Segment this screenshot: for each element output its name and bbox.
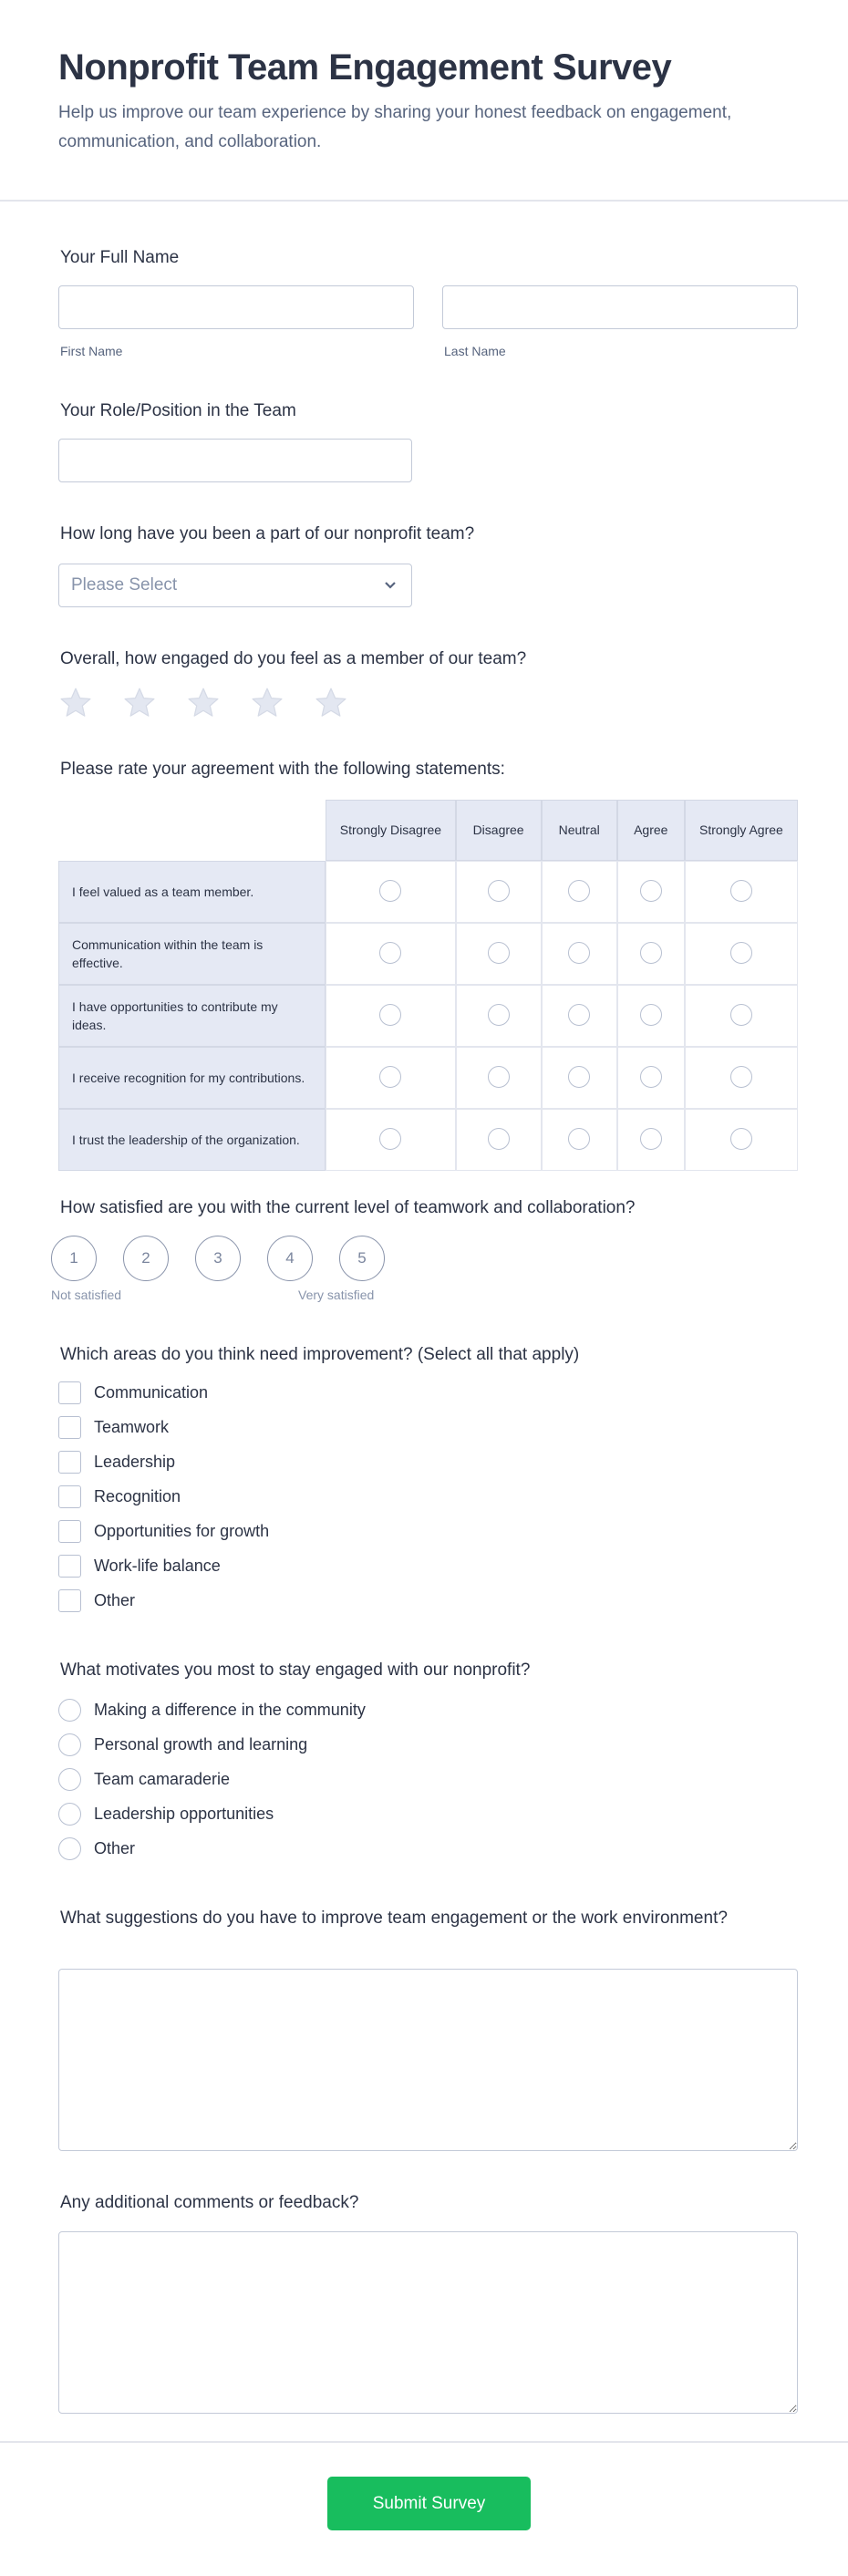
option-label: Making a difference in the community [94, 1701, 366, 1719]
radio-button[interactable] [58, 1699, 81, 1722]
improvement-option[interactable] [58, 1589, 135, 1612]
improvement-option[interactable] [58, 1485, 181, 1508]
improvement-option[interactable] [58, 1555, 221, 1578]
matrix-cell[interactable] [326, 923, 455, 985]
page-subtitle: Help us improve our team experience by sharing your honest feedback on engagement, communication, and collaboration. [58, 103, 732, 151]
matrix-corner [58, 800, 326, 861]
radio-button[interactable] [58, 1803, 81, 1826]
matrix-cell[interactable] [326, 1047, 455, 1109]
matrix-cell[interactable] [685, 985, 798, 1047]
matrix-cell[interactable] [685, 861, 798, 923]
radio-button[interactable] [568, 942, 590, 964]
radio-button[interactable] [640, 1004, 662, 1026]
duration-selected-value: Please Select [71, 575, 178, 595]
matrix-column-header: Strongly Agree [685, 800, 798, 861]
matrix-column-header: Neutral [542, 800, 617, 861]
satisfaction-scale [51, 1236, 385, 1281]
matrix-column-header: Strongly Disagree [326, 800, 455, 861]
star-icon[interactable] [58, 686, 93, 720]
radio-button[interactable] [730, 1066, 752, 1088]
radio-button[interactable] [488, 1128, 510, 1150]
radio-button[interactable] [640, 1128, 662, 1150]
radio-button[interactable] [488, 942, 510, 964]
matrix-column-header: Disagree [456, 800, 542, 861]
duration-label: How long have you been a part of our nonprofit team? [60, 524, 475, 543]
scale-option-1[interactable]: 1 [51, 1236, 97, 1281]
matrix-label: Please rate your agreement with the following statements: [60, 760, 505, 779]
matrix-row-label: I trust the leadership of the organization. [58, 1109, 326, 1171]
radio-button[interactable] [730, 1004, 752, 1026]
matrix-cell[interactable] [456, 923, 542, 985]
option-label: Work-life balance [94, 1557, 221, 1575]
matrix-row-label: I receive recognition for my contributions. [58, 1047, 326, 1109]
option-label: Other [94, 1591, 136, 1609]
option-label: Other [94, 1839, 136, 1857]
checkbox[interactable] [58, 1381, 81, 1404]
matrix-cell[interactable] [542, 985, 617, 1047]
option-label: Team camaraderie [94, 1770, 231, 1788]
suggestions-textarea[interactable] [58, 1969, 798, 2151]
matrix-cell[interactable] [542, 1109, 617, 1171]
radio-button[interactable] [379, 942, 401, 964]
matrix-row [58, 1047, 798, 1109]
matrix-cell[interactable] [685, 1109, 798, 1171]
checkbox[interactable] [58, 1555, 81, 1578]
matrix-cell[interactable] [456, 985, 542, 1047]
suggestions-label: What suggestions do you have to improve team engagement or the work environment? [60, 1909, 728, 1928]
scale-option-2[interactable]: 2 [123, 1236, 169, 1281]
agreement-matrix [58, 800, 798, 1171]
matrix-cell[interactable] [617, 1047, 685, 1109]
matrix-cell[interactable] [617, 861, 685, 923]
motivation-option[interactable] [58, 1733, 307, 1756]
improvement-option[interactable] [58, 1381, 208, 1404]
matrix-cell[interactable] [617, 923, 685, 985]
star-icon[interactable] [250, 686, 284, 720]
footer-divider [0, 2441, 848, 2443]
radio-button[interactable] [730, 942, 752, 964]
submit-button[interactable]: Submit Survey [327, 2477, 531, 2530]
first-name-sublabel: First Name [60, 344, 123, 358]
star-icon[interactable] [314, 686, 348, 720]
scale-option-4[interactable]: 4 [267, 1236, 313, 1281]
motivation-option[interactable] [58, 1837, 135, 1860]
matrix-cell[interactable] [542, 1047, 617, 1109]
radio-button[interactable] [488, 1004, 510, 1026]
radio-button[interactable] [488, 880, 510, 902]
matrix-cell[interactable] [685, 1047, 798, 1109]
option-label: Recognition [94, 1487, 181, 1505]
matrix-row-label: I have opportunities to contribute my ideas. [58, 985, 326, 1047]
star-icon[interactable] [122, 686, 157, 720]
radio-button[interactable] [730, 1128, 752, 1150]
radio-button[interactable] [488, 1066, 510, 1088]
motivation-label: What motivates you most to stay engaged with our nonprofit? [60, 1660, 531, 1680]
motivation-option[interactable] [58, 1768, 230, 1791]
chevron-down-icon [384, 581, 397, 590]
checkbox[interactable] [58, 1416, 81, 1439]
matrix-cell[interactable] [685, 923, 798, 985]
scale-low-label: Not satisfied [51, 1288, 122, 1302]
matrix-column-header: Agree [617, 800, 685, 861]
scale-high-label: Very satisfied [298, 1288, 375, 1302]
matrix-cell[interactable] [456, 861, 542, 923]
star-icon[interactable] [186, 686, 221, 720]
matrix-row [58, 923, 798, 985]
role-input[interactable] [58, 439, 412, 482]
matrix-row [58, 985, 798, 1047]
radio-button[interactable] [379, 1004, 401, 1026]
radio-button[interactable] [640, 880, 662, 902]
header-divider [0, 200, 848, 202]
matrix-cell[interactable] [326, 861, 455, 923]
radio-button[interactable] [58, 1733, 81, 1756]
radio-button[interactable] [568, 1128, 590, 1150]
radio-button[interactable] [730, 880, 752, 902]
motivation-option[interactable] [58, 1699, 366, 1722]
checkbox[interactable] [58, 1451, 81, 1474]
engagement-label: Overall, how engaged do you feel as a member of our team? [60, 649, 527, 668]
improvement-option[interactable] [58, 1520, 269, 1543]
matrix-cell[interactable] [326, 985, 455, 1047]
page-title: Nonprofit Team Engagement Survey [58, 47, 672, 88]
duration-select[interactable] [58, 564, 412, 607]
improvement-option[interactable] [58, 1416, 169, 1439]
improvement-option[interactable] [58, 1451, 175, 1474]
matrix-cell[interactable] [542, 861, 617, 923]
radio-button[interactable] [640, 942, 662, 964]
radio-button[interactable] [379, 1066, 401, 1088]
scale-option-3[interactable]: 3 [195, 1236, 241, 1281]
star-rating[interactable] [58, 686, 348, 720]
last-name-input[interactable] [442, 285, 798, 329]
matrix-row-label: Communication within the team is effective. [58, 923, 326, 985]
matrix-cell[interactable] [617, 985, 685, 1047]
radio-button[interactable] [58, 1768, 81, 1791]
matrix-cell[interactable] [456, 1047, 542, 1109]
radio-button[interactable] [379, 880, 401, 902]
first-name-input[interactable] [58, 285, 414, 329]
option-label: Communication [94, 1383, 209, 1402]
matrix-row [58, 861, 798, 923]
satisfaction-label: How satisfied are you with the current level of teamwork and collaboration? [60, 1198, 636, 1217]
improvement-label: Which areas do you think need improvement? (Select all that apply) [60, 1345, 580, 1364]
checkbox[interactable] [58, 1520, 81, 1543]
option-label: Leadership opportunities [94, 1805, 274, 1823]
comments-textarea[interactable] [58, 2231, 798, 2414]
full-name-label: Your Full Name [60, 248, 180, 267]
checkbox[interactable] [58, 1485, 81, 1508]
role-label: Your Role/Position in the Team [60, 401, 296, 420]
comments-label: Any additional comments or feedback? [60, 2193, 359, 2212]
matrix-row-label: I feel valued as a team member. [58, 861, 326, 923]
radio-button[interactable] [568, 1066, 590, 1088]
radio-button[interactable] [568, 880, 590, 902]
matrix-cell[interactable] [542, 923, 617, 985]
last-name-sublabel: Last Name [444, 344, 506, 358]
matrix-cell[interactable] [617, 1109, 685, 1171]
option-label: Leadership [94, 1453, 176, 1471]
scale-option-5[interactable]: 5 [339, 1236, 385, 1281]
radio-button[interactable] [568, 1004, 590, 1026]
matrix-cell[interactable] [456, 1109, 542, 1171]
motivation-option[interactable] [58, 1803, 274, 1826]
option-label: Opportunities for growth [94, 1522, 270, 1540]
matrix-cell[interactable] [326, 1109, 455, 1171]
checkbox[interactable] [58, 1589, 81, 1612]
option-label: Teamwork [94, 1418, 170, 1436]
radio-button[interactable] [379, 1128, 401, 1150]
radio-button[interactable] [640, 1066, 662, 1088]
option-label: Personal growth and learning [94, 1735, 308, 1754]
matrix-row [58, 1109, 798, 1171]
radio-button[interactable] [58, 1837, 81, 1860]
